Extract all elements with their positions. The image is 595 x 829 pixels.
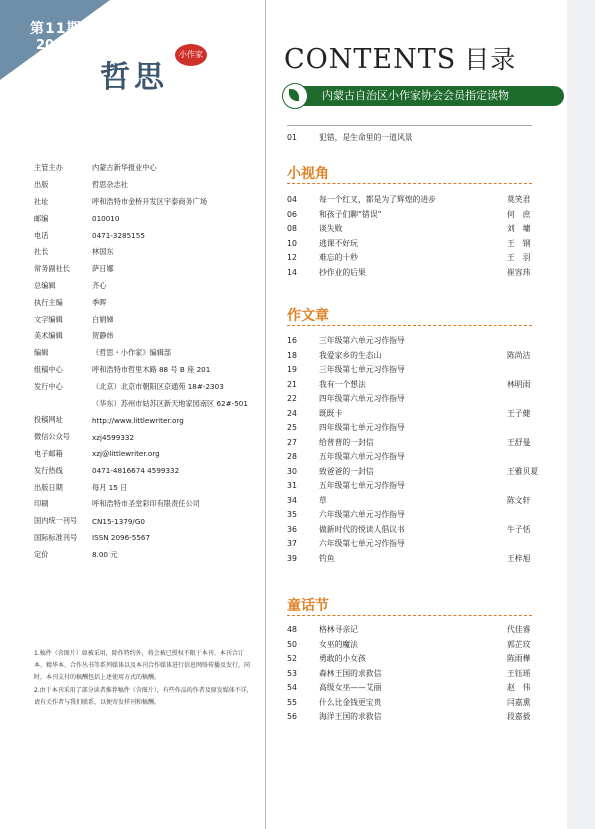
toc-item[interactable] bbox=[287, 696, 547, 709]
toc-title: 每一个红叉，都是为了辉煌的进步 bbox=[319, 195, 436, 204]
colophon-row bbox=[34, 210, 269, 227]
colophon-row bbox=[34, 227, 269, 244]
colophon-key: 执行主编 bbox=[34, 297, 63, 307]
toc-page: 14 bbox=[287, 267, 297, 277]
toc-title: 犯错，是生命里的一道风景 bbox=[319, 133, 413, 142]
colophon-key: 印刷 bbox=[34, 499, 49, 509]
toc-page: 48 bbox=[287, 625, 297, 634]
section-heading: 小视角 bbox=[287, 166, 329, 182]
toc-page: 24 bbox=[287, 408, 297, 418]
toc-title: 高级女巫——艾丽 bbox=[319, 683, 382, 692]
toc-page: 36 bbox=[287, 524, 297, 534]
toc-item[interactable] bbox=[287, 681, 547, 694]
colophon-key: 常务副社长 bbox=[34, 264, 70, 274]
toc-page: 18 bbox=[287, 350, 297, 360]
colophon-key: 电话 bbox=[34, 230, 49, 240]
colophon-row bbox=[34, 244, 269, 261]
colophon-value: 0471-4816674 4599332 bbox=[92, 466, 180, 476]
contents-title-en: CONTENTS bbox=[284, 44, 457, 75]
toc-title: 谈失败 bbox=[319, 224, 343, 233]
toc-page: 53 bbox=[287, 668, 297, 678]
toc-page: 01 bbox=[287, 133, 297, 142]
colophon-key: 文字编辑 bbox=[34, 314, 63, 324]
colophon-row bbox=[34, 530, 269, 547]
colophon-value: 8.00 元 bbox=[92, 549, 118, 559]
toc-item[interactable] bbox=[287, 667, 547, 680]
issue-year: 2019 bbox=[36, 38, 73, 53]
colophon-key: 投稿网址 bbox=[34, 415, 63, 425]
colophon-row bbox=[34, 345, 269, 362]
toc-title: 三年级第七单元习作指导 bbox=[319, 365, 405, 374]
toc-item[interactable] bbox=[287, 334, 547, 347]
colophon-value: 0471-3285155 bbox=[92, 231, 145, 241]
toc-title: 五年级第六单元习作指导 bbox=[319, 452, 405, 461]
colophon-row bbox=[34, 513, 269, 530]
toc-page: 54 bbox=[287, 683, 297, 692]
colophon-row bbox=[34, 462, 269, 479]
colophon-value: （北京）北京市朝阳区京通苑 18#-2303 bbox=[92, 381, 224, 391]
section-heading: 童话节 bbox=[287, 598, 329, 614]
toc-title: 女巫的魔法 bbox=[319, 639, 358, 649]
colophon-value: CN15-1379/G0 bbox=[92, 516, 145, 526]
colophon-row bbox=[34, 378, 269, 395]
badge-text: 内蒙古自治区小作家协会会员指定读物 bbox=[322, 89, 509, 102]
toc-title: 做新时代的悦读人倡议书 bbox=[319, 524, 405, 534]
toc-author: 王 钢 bbox=[507, 238, 531, 248]
toc-page: 50 bbox=[287, 639, 297, 649]
toc-item[interactable] bbox=[287, 392, 547, 405]
colophon-key: 电子邮箱 bbox=[34, 448, 63, 458]
toc-author: 王钰瑶 bbox=[507, 668, 531, 678]
divider bbox=[265, 0, 266, 829]
toc-title: 四年级第七单元习作指导 bbox=[319, 423, 405, 432]
toc-title: 什么比金钱更宝贵 bbox=[319, 697, 382, 707]
toc-author: 陈文轩 bbox=[507, 495, 531, 505]
section-rule bbox=[287, 615, 532, 616]
colophon-row bbox=[34, 446, 269, 463]
colophon-row bbox=[34, 177, 269, 194]
colophon-value: 呼和浩特市圣堂彩印有限责任公司 bbox=[92, 499, 200, 509]
toc-title: 我爱家乡的生态山 bbox=[319, 350, 382, 360]
toc-title: 我有一个想法 bbox=[319, 379, 366, 389]
colophon-row bbox=[34, 311, 269, 328]
colophon-value: （华东）苏州市姑苏区新天地家园南区 62#-501 bbox=[92, 398, 248, 408]
toc-author: 郭芷玟 bbox=[507, 639, 531, 649]
toc-author: 王舒曼 bbox=[507, 437, 531, 447]
copyright-notes bbox=[34, 648, 254, 709]
toc-item[interactable] bbox=[287, 552, 547, 565]
colophon-row bbox=[34, 160, 269, 177]
toc-title: 勇敢的小女孩 bbox=[319, 654, 366, 663]
colophon-row bbox=[34, 194, 269, 211]
toc-author: 代佳睿 bbox=[507, 625, 531, 634]
colophon-key: 国内统一刊号 bbox=[34, 516, 78, 526]
colophon-panel bbox=[0, 0, 270, 829]
toc-page: 31 bbox=[287, 481, 297, 490]
colophon-key: 国际标准刊号 bbox=[34, 532, 78, 542]
toc-item[interactable] bbox=[287, 222, 547, 235]
toc-item[interactable] bbox=[287, 407, 547, 420]
colophon-row bbox=[34, 328, 269, 345]
colophon-value: 贺静炜 bbox=[92, 331, 114, 341]
contents-title-cn: 目录 bbox=[464, 45, 517, 74]
toc-author: 陈雨樺 bbox=[507, 654, 531, 663]
toc-item[interactable] bbox=[287, 349, 547, 362]
toc-item[interactable] bbox=[287, 378, 547, 391]
colophon-value: xzj@littlewriter.org bbox=[92, 449, 160, 459]
toc-page: 21 bbox=[287, 379, 297, 389]
toc-item[interactable] bbox=[287, 537, 547, 550]
colophon-row bbox=[34, 412, 269, 429]
toc-author: 王子健 bbox=[507, 408, 531, 418]
colophon-value: 哲思杂志社 bbox=[92, 180, 128, 190]
colophon-key: 主管主办 bbox=[34, 163, 63, 173]
toc-title: 和孩子们聊“错误” bbox=[319, 209, 382, 219]
toc-page: 12 bbox=[287, 253, 297, 262]
colophon-value: http://www.littlewriter.org bbox=[92, 415, 184, 425]
toc-title: 难忘的十秒 bbox=[319, 253, 358, 262]
toc-page: 25 bbox=[287, 423, 297, 432]
toc-item[interactable] bbox=[287, 251, 547, 264]
colophon-key: 出版 bbox=[34, 180, 49, 190]
toc-page: 55 bbox=[287, 697, 297, 707]
toc-author: 崔容玮 bbox=[507, 267, 531, 277]
colophon-value: 林国东 bbox=[92, 247, 114, 257]
toc-item[interactable] bbox=[287, 623, 547, 636]
recommendation-badge bbox=[284, 86, 564, 106]
toc-page: 37 bbox=[287, 539, 297, 548]
toc-title: 海洋王国的求救信 bbox=[319, 712, 382, 721]
toc-item[interactable] bbox=[287, 494, 547, 507]
toc-author: 王梓旭 bbox=[507, 553, 531, 563]
section-rule bbox=[287, 183, 532, 184]
toc-item[interactable] bbox=[287, 450, 547, 463]
toc-page: 52 bbox=[287, 654, 297, 663]
colophon-value: ISSN 2096-5567 bbox=[92, 533, 151, 543]
toc-page: 06 bbox=[287, 209, 297, 219]
colophon-key: 发行热线 bbox=[34, 465, 63, 475]
logo-seal: 小作家 bbox=[175, 44, 207, 66]
toc-author: 林明雨 bbox=[507, 379, 531, 389]
toc-item[interactable] bbox=[287, 421, 547, 434]
toc-title: 钓鱼 bbox=[319, 553, 335, 563]
toc-author: 赵 伟 bbox=[507, 683, 531, 692]
colophon-row bbox=[34, 479, 269, 496]
section-heading: 作文章 bbox=[287, 308, 329, 324]
colophon-value: 季晖 bbox=[92, 297, 107, 307]
colophon-key: 出版日期 bbox=[34, 482, 63, 492]
toc-title: 三年级第六单元习作指导 bbox=[319, 336, 405, 345]
toc-page: 04 bbox=[287, 195, 297, 204]
note-2: 2.由于本刊采用了部分读者推荐稿件（含图片），有些作品的作者及原发媒体不详，请有关作者与我们联系，以便寄发样刊和稿酬。 bbox=[34, 686, 253, 706]
toc-item[interactable] bbox=[287, 508, 547, 521]
colophon-value: xzj4599332 bbox=[92, 432, 135, 442]
colophon-key: 邮编 bbox=[34, 213, 49, 223]
colophon-value: 010010 bbox=[92, 214, 120, 224]
colophon-key: 定价 bbox=[34, 549, 49, 559]
colophon-row bbox=[34, 362, 269, 379]
toc-page: 28 bbox=[287, 452, 297, 461]
colophon-value: 萨日娜 bbox=[92, 264, 114, 274]
toc-item[interactable] bbox=[287, 710, 547, 723]
issue-number: 第11期 bbox=[30, 21, 82, 37]
toc-title: 致爸爸的一封信 bbox=[319, 466, 374, 476]
toc-item[interactable] bbox=[287, 436, 547, 449]
toc-author: 闫嘉熏 bbox=[507, 697, 531, 707]
toc-title: 给普普的一封信 bbox=[319, 437, 374, 447]
toc-item[interactable] bbox=[287, 465, 547, 478]
colophon-value: 呼和浩特市哲里木路 88 号 B 座 201 bbox=[92, 364, 211, 374]
colophon-value: 白娟娣 bbox=[92, 314, 114, 324]
toc-title: 六年级第七单元习作指导 bbox=[319, 539, 405, 548]
colophon-row bbox=[34, 261, 269, 278]
toc-panel bbox=[270, 0, 595, 829]
colophon-key: 总编辑 bbox=[34, 280, 56, 290]
toc-title: 六年级第六单元习作指导 bbox=[319, 510, 405, 519]
colophon-key: 编辑 bbox=[34, 348, 49, 358]
colophon-value: 齐心 bbox=[92, 280, 107, 290]
toc-author: 刘 墉 bbox=[507, 224, 531, 233]
toc-author: 莫笑君 bbox=[507, 195, 531, 204]
toc-title: 草 bbox=[319, 495, 327, 505]
toc-page: 10 bbox=[287, 238, 297, 248]
toc-page: 34 bbox=[287, 495, 297, 505]
toc-page: 16 bbox=[287, 336, 297, 345]
colophon-row bbox=[34, 294, 269, 311]
colophon-key: 发行中心 bbox=[34, 381, 63, 391]
toc-title: 逃课不好玩 bbox=[319, 238, 358, 248]
colophon-key: 组稿中心 bbox=[34, 364, 63, 374]
toc-author: 陈尚洁 bbox=[507, 350, 531, 360]
colophon-key: 微信公众号 bbox=[34, 432, 70, 442]
toc-title: 抄作业的后果 bbox=[319, 267, 366, 277]
toc-title: 格林寻亲记 bbox=[319, 625, 358, 634]
toc-item[interactable] bbox=[287, 193, 547, 206]
toc-title: 四年级第六单元习作指导 bbox=[319, 394, 405, 403]
toc-page: 30 bbox=[287, 466, 297, 476]
toc-page: 08 bbox=[287, 224, 297, 233]
leaf-logo-icon bbox=[282, 83, 308, 109]
magazine-logo: 哲思 bbox=[100, 60, 168, 95]
toc-page: 39 bbox=[287, 553, 297, 563]
colophon-row bbox=[34, 429, 269, 446]
toc-author: 牛子恬 bbox=[507, 524, 531, 534]
toc-title: 森林王国的求救信 bbox=[319, 668, 382, 678]
colophon-key: 社址 bbox=[34, 196, 49, 206]
colophon-row bbox=[34, 395, 269, 412]
colophon-key: 美术编辑 bbox=[34, 331, 63, 341]
colophon-value: 内蒙古新华报业中心 bbox=[92, 163, 157, 173]
colophon-row bbox=[34, 496, 269, 513]
toc-top-rule bbox=[287, 125, 532, 126]
toc-page: 35 bbox=[287, 510, 297, 519]
section-rule bbox=[287, 325, 532, 326]
colophon-row bbox=[34, 546, 269, 563]
toc-author: 何 庶 bbox=[507, 209, 531, 219]
colophon-value: 呼和浩特市金桥开发区宇泰商务广场 bbox=[92, 196, 208, 206]
colophon-value: 每月 15 日 bbox=[92, 482, 128, 492]
colophon-key: 社长 bbox=[34, 247, 49, 257]
colophon-row bbox=[34, 278, 269, 295]
toc-item[interactable] bbox=[287, 652, 547, 665]
colophon-value: 《哲思・小作家》编辑部 bbox=[92, 348, 172, 358]
toc-item[interactable] bbox=[287, 638, 547, 651]
toc-item[interactable] bbox=[287, 479, 547, 492]
colophon-info bbox=[34, 160, 269, 563]
toc-author: 王 羽 bbox=[507, 253, 531, 262]
toc-item[interactable] bbox=[287, 131, 547, 144]
toc-page: 56 bbox=[287, 712, 297, 721]
toc-item[interactable] bbox=[287, 266, 547, 279]
toc-item[interactable] bbox=[287, 237, 547, 250]
note-1: 1.稿件（含图片）如被采用，除作特约外，将会被已授权不限于本刊、本刊合订本、精华本、合作丛书等系列媒体以及本刊合作媒体进行信息网络传播及发行，同时，本刊支付的稿酬包括上述使用方式的稿酬。 bbox=[34, 650, 251, 682]
toc-page: 19 bbox=[287, 365, 297, 374]
toc-item[interactable] bbox=[287, 208, 547, 221]
toc-author: 王雅贝夏 bbox=[507, 466, 539, 476]
toc-author: 段嘉毅 bbox=[507, 712, 531, 721]
contents-title bbox=[284, 40, 516, 76]
toc-page: 22 bbox=[287, 394, 297, 403]
toc-item[interactable] bbox=[287, 523, 547, 536]
toc-title: 五年级第七单元习作指导 bbox=[319, 481, 405, 490]
toc-page: 27 bbox=[287, 437, 297, 447]
toc-title: 既既卡 bbox=[319, 408, 343, 418]
toc-item[interactable] bbox=[287, 363, 547, 376]
